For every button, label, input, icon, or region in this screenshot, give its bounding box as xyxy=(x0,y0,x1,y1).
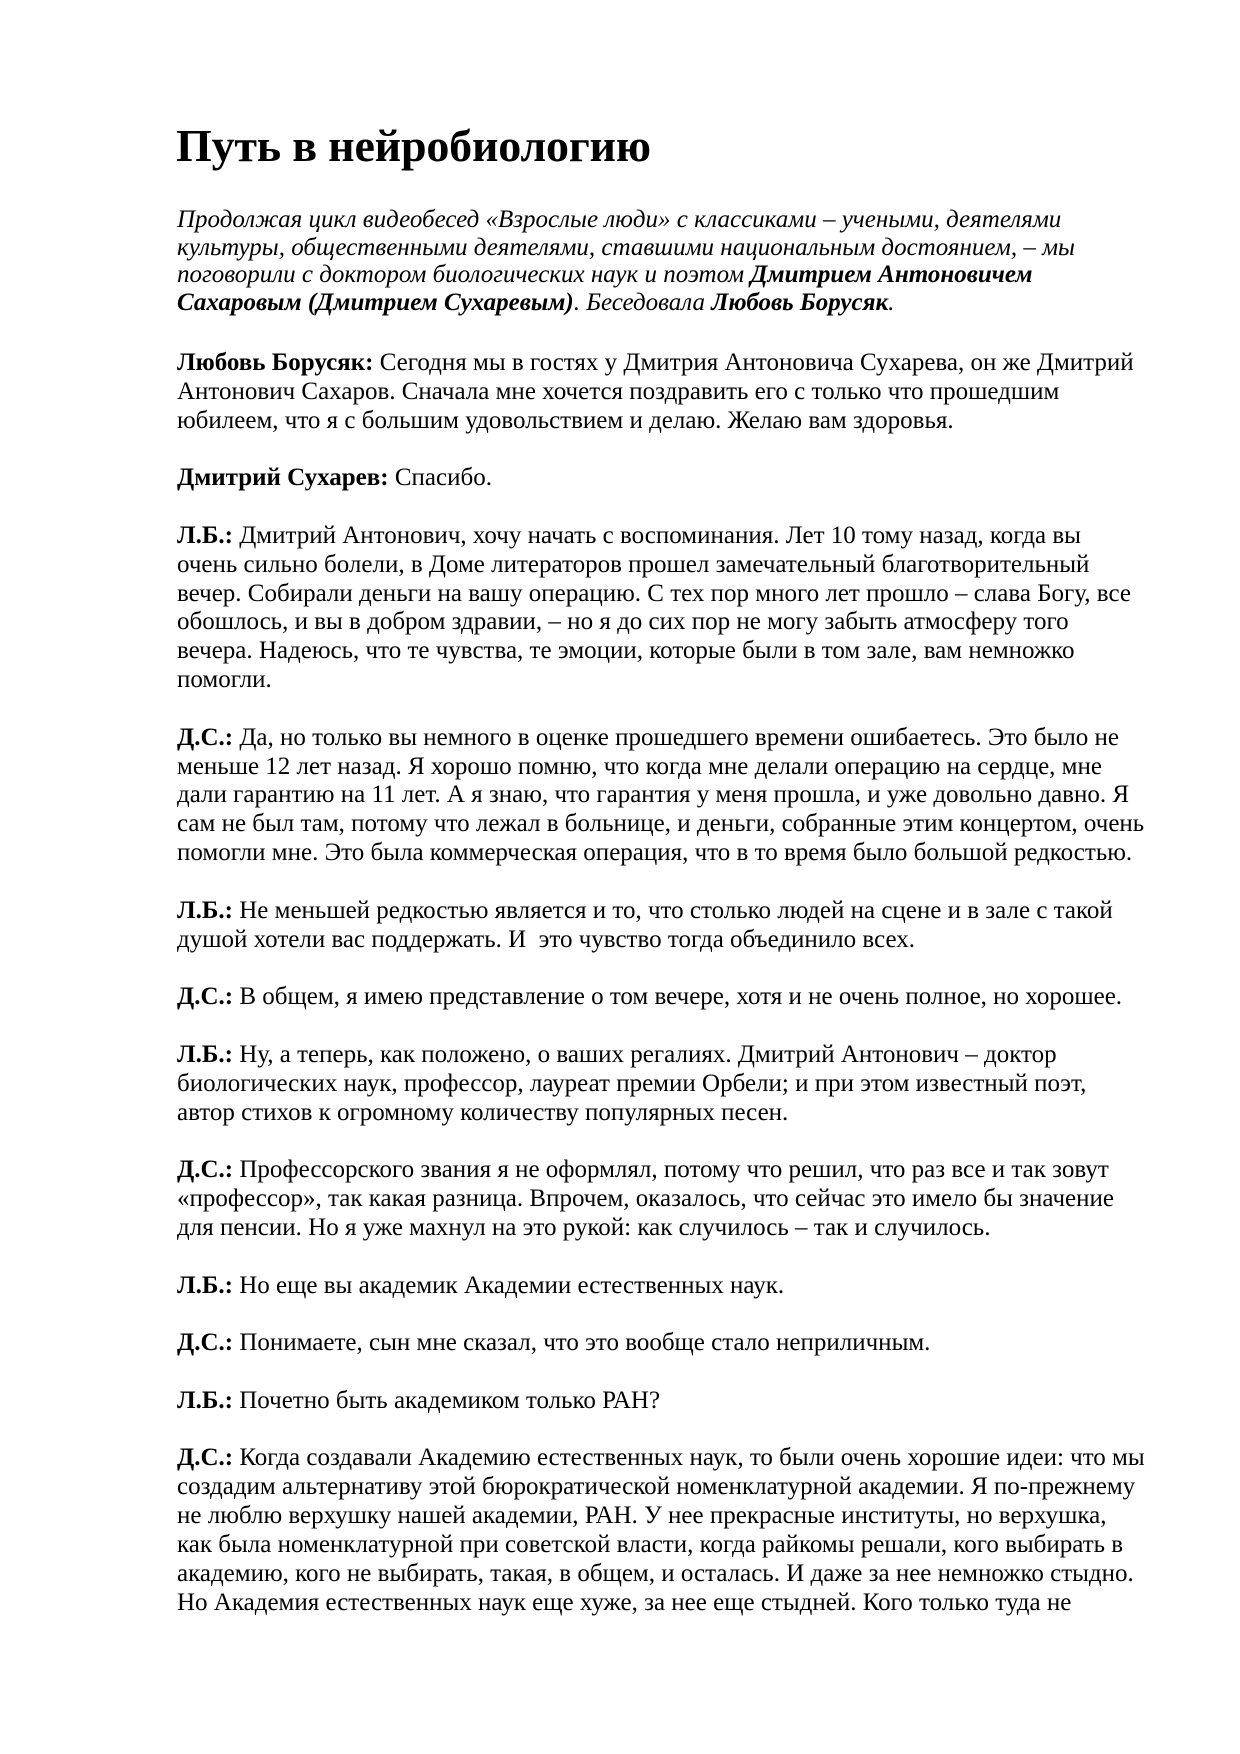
speaker-label: Д.С.: xyxy=(177,1329,234,1357)
paragraph-text: дали гарантию на 11 лет. А я знаю, что гарантия у меня прошла, и уже довольно давно. Я xyxy=(177,781,1130,809)
paragraph-line xyxy=(177,1473,1157,1502)
paragraph-text: автор стихов к огромному количеству популярных песен. xyxy=(177,1098,789,1126)
speaker-label: Л.Б.: xyxy=(177,1271,233,1299)
paragraph-text: вечера. Надеюсь, что те чувства, те эмоции, которые были в том зале, вам немножко xyxy=(177,637,1075,665)
intro-line xyxy=(177,234,1157,262)
paragraph-line xyxy=(177,926,1157,955)
speaker-label: Д.С.: xyxy=(177,1444,234,1472)
paragraph-text: Сегодня мы в гостях у Дмитрия Антоновича Сухарева, он же Дмитрий xyxy=(373,349,1134,376)
intro-line xyxy=(177,261,1157,289)
paragraph-line xyxy=(177,1156,1157,1185)
paragraph-line xyxy=(177,1272,1157,1301)
paragraph-text: создадим альтернативу этой бюрократической номенклатурной академии. Я по-прежнему xyxy=(177,1473,1136,1501)
paragraph-line xyxy=(177,810,1157,839)
paragraph-line xyxy=(177,1387,1157,1416)
intro-text: Продолжая цикл видеобесед «Взрослые люди» с классиками – учеными, деятелями xyxy=(177,206,1062,233)
paragraph-line xyxy=(177,349,1157,378)
dialogue-paragraph xyxy=(177,1444,1157,1617)
speaker-label: Д.С.: xyxy=(177,723,234,751)
paragraph-line xyxy=(177,983,1157,1012)
paragraph-text: душой хотели вас поддержать. И это чувство тогда объединило всех. xyxy=(177,925,915,953)
dialogue-paragraph xyxy=(177,1329,1157,1358)
intro-line xyxy=(177,206,1157,234)
dialogue-paragraph xyxy=(177,1041,1157,1127)
paragraph-text: не люблю верхушку нашей академии, РАН. У нее прекрасные институты, но верхушка, xyxy=(177,1502,1107,1530)
paragraph-text: Ну, а теперь, как положено, о ваших регалиях. Дмитрий Антонович – доктор xyxy=(232,1040,1057,1068)
paragraph-line xyxy=(177,378,1157,407)
paragraph-text: юбилеем, что я с большим удовольствием и делаю. Желаю вам здоровья. xyxy=(177,406,954,434)
paragraph-line xyxy=(177,1329,1157,1358)
paragraph-text: Почетно быть академиком только РАН? xyxy=(232,1386,661,1414)
paragraph-line xyxy=(177,897,1157,926)
paragraph-line xyxy=(177,580,1157,609)
paragraph-line xyxy=(177,464,1157,493)
paragraph-text: биологических наук, профессор, лауреат премии Орбели; и при этом известный поэт, xyxy=(177,1069,1087,1097)
dialogue-paragraph xyxy=(177,897,1157,955)
paragraph-line xyxy=(177,1560,1157,1589)
dialogue-body xyxy=(177,349,1157,1646)
dialogue-paragraph xyxy=(177,349,1157,435)
paragraph-line xyxy=(177,637,1157,666)
intro-text: . xyxy=(888,288,895,316)
paragraph-text: Да, но только вы немного в оценке прошедшего времени ошибаетесь. Это было не xyxy=(233,723,1119,751)
dialogue-paragraph xyxy=(177,1156,1157,1242)
paragraph-text: очень сильно болели, в Доме литераторов прошел замечательный благотворительный xyxy=(177,550,1090,578)
paragraph-line xyxy=(177,608,1157,637)
dialogue-paragraph xyxy=(177,464,1157,493)
speaker-label: Л.Б.: xyxy=(177,521,233,549)
speaker-label: Д.С.: xyxy=(177,983,234,1011)
interviewer-name: Любовь Борусяк xyxy=(711,288,889,316)
paragraph-line xyxy=(177,1070,1157,1099)
paragraph-line xyxy=(177,407,1157,436)
paragraph-text: как была номенклатурной при советской власти, когда райкомы решали, кого выбирать в xyxy=(177,1530,1124,1558)
page-title: Путь в нейробиологию xyxy=(176,120,651,171)
speaker-label: Любовь Борусяк: xyxy=(177,349,374,376)
dialogue-paragraph xyxy=(177,983,1157,1012)
paragraph-text: Профессорского звания я не оформлял, потому что решил, что раз все и так зовут xyxy=(233,1156,1109,1184)
speaker-label: Л.Б.: xyxy=(177,1040,233,1068)
paragraph-text: обошлось, и вы в добром здравии, – но я до сих пор не могу забыть атмосферу того xyxy=(177,608,1069,636)
paragraph-line xyxy=(177,1214,1157,1243)
dialogue-paragraph xyxy=(177,724,1157,868)
paragraph-text: сам не был там, потому что лежал в больнице, и деньги, собранные этим концертом, очень xyxy=(177,810,1145,838)
dialogue-paragraph xyxy=(177,522,1157,695)
paragraph-line xyxy=(177,1185,1157,1214)
speaker-label: Дмитрий Сухарев: xyxy=(177,464,389,492)
paragraph-line xyxy=(177,1099,1157,1128)
paragraph-text: Но еще вы академик Академии естественных наук. xyxy=(232,1271,785,1299)
paragraph-line xyxy=(177,753,1157,782)
dialogue-paragraph xyxy=(177,1272,1157,1301)
paragraph-text: помогли. xyxy=(177,666,272,694)
paragraph-text: для пенсии. Но я уже махнул на это рукой: как случилось – так и случилось. xyxy=(177,1213,991,1241)
intro-text: . Беседовала xyxy=(573,288,712,316)
paragraph-line xyxy=(177,1502,1157,1531)
intro-paragraph xyxy=(177,206,1157,316)
paragraph-text: «профессор», так какая разница. Впрочем, оказалось, что сейчас это имело бы значение xyxy=(177,1185,1114,1213)
paragraph-line xyxy=(177,839,1157,868)
paragraph-line xyxy=(177,781,1157,810)
paragraph-text: меньше 12 лет назад. Я хорошо помню, что когда мне делали операцию на сердце, мне xyxy=(177,752,1102,780)
dialogue-paragraph xyxy=(177,1387,1157,1416)
paragraph-text: Не меньшей редкостью является и то, что столько людей на сцене и в зале с такой xyxy=(232,896,1113,924)
paragraph-text: Но Академия естественных наук еще хуже, за нее еще стыдней. Кого только туда не xyxy=(177,1588,1072,1616)
speaker-label: Д.С.: xyxy=(177,1156,234,1184)
intro-line xyxy=(177,289,1157,317)
paragraph-text: В общем, я имею представление о том вечере, хотя и не очень полное, но хорошее. xyxy=(233,983,1123,1011)
paragraph-line xyxy=(177,724,1157,753)
intro-text: поговорили с доктором биологических наук и поэтом xyxy=(177,261,751,288)
paragraph-line xyxy=(177,1444,1157,1473)
paragraph-line xyxy=(177,522,1157,551)
intro-text: культуры, общественными деятелями, ставшими национальным достоянием, – мы xyxy=(177,233,1075,261)
paragraph-text: Антонович Сахаров. Сначала мне хочется поздравить его с только что прошедшим xyxy=(177,377,1060,405)
paragraph-text: вечер. Собирали деньги на вашу операцию. С тех пор много лет прошло – слава Богу, все xyxy=(177,579,1131,607)
paragraph-line xyxy=(177,666,1157,695)
paragraph-line xyxy=(177,1041,1157,1070)
interviewee-name: Сахаровым (Дмитрием Сухаревым) xyxy=(177,288,574,316)
paragraph-text: Дмитрий Антонович, хочу начать с воспоминания. Лет 10 тому назад, когда вы xyxy=(232,521,1081,549)
paragraph-line xyxy=(177,1531,1157,1560)
paragraph-line xyxy=(177,1589,1157,1618)
paragraph-text: академию, кого не выбирать, такая, в общем, и осталась. И даже за нее немножко стыдно. xyxy=(177,1559,1134,1587)
paragraph-text: помогли мне. Это была коммерческая операция, что в то время было большой редкостью. xyxy=(177,839,1133,867)
paragraph-text: Понимаете, сын мне сказал, что это вообще стало неприличным. xyxy=(233,1329,931,1357)
speaker-label: Л.Б.: xyxy=(177,1386,233,1414)
paragraph-text: Спасибо. xyxy=(388,464,492,492)
paragraph-text: Когда создавали Академию естественных наук, то были очень хорошие идеи: что мы xyxy=(233,1444,1145,1472)
speaker-label: Л.Б.: xyxy=(177,896,233,924)
paragraph-line xyxy=(177,551,1157,580)
interviewee-name: Дмитрием Антоновичем xyxy=(750,261,1033,288)
